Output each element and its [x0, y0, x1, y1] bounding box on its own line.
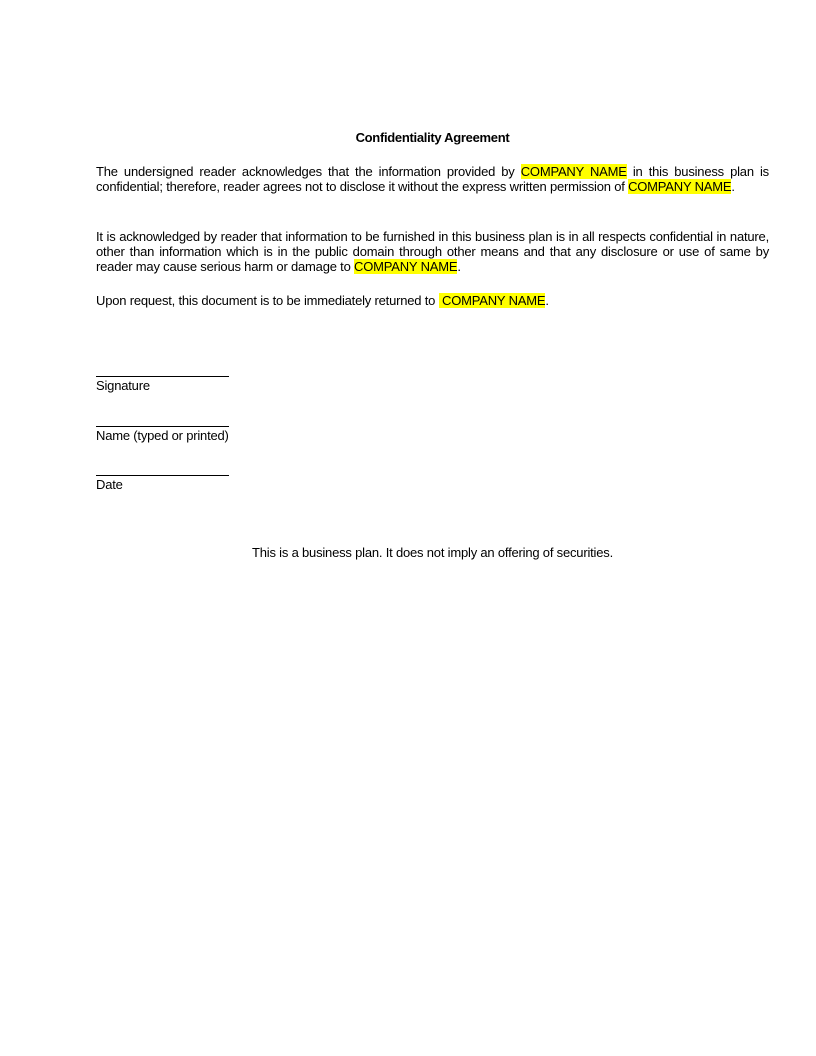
signature-label: Signature	[96, 378, 150, 393]
paragraph-text: .	[457, 259, 461, 274]
signature-field	[96, 376, 236, 393]
paragraph-text: in this business plan is confidential; therefore, reader agrees not to disclose it without the express written permission of	[96, 164, 769, 194]
paragraph-return	[96, 293, 769, 308]
company-name-highlight: COMPANY NAME	[520, 164, 627, 179]
disclaimer-footer: This is a business plan. It does not imply an offering of securities.	[252, 545, 613, 560]
paragraph-text: .	[731, 179, 735, 194]
document-title: Confidentiality Agreement	[355, 130, 510, 145]
company-name-highlight: COMPANY NAME	[354, 259, 458, 274]
date-label: Date	[96, 477, 123, 492]
signature-line[interactable]	[96, 376, 229, 377]
paragraph-text: It is acknowledged by reader that information to be furnished in this business plan is in all respects confidential in nature, other than information which is in the public domain through other means and that any disclosure or use of same by reader may cause serious harm or damage to	[96, 229, 769, 274]
name-line[interactable]	[96, 426, 229, 427]
company-name-highlight	[439, 293, 549, 308]
paragraph-text: The undersigned reader acknowledges that the information provided by	[96, 164, 521, 179]
date-line[interactable]	[96, 475, 229, 476]
name-label: Name (typed or printed)	[96, 428, 229, 443]
paragraph-text: .	[545, 293, 549, 308]
paragraph-text: Upon request, this document is to be immediately returned to	[96, 293, 439, 308]
company-name-text: COMPANY NAME	[442, 293, 546, 308]
paragraph-acknowledgement	[96, 229, 769, 274]
paragraph-disclosure	[96, 164, 769, 194]
date-field	[96, 475, 236, 492]
company-name-highlight: COMPANY NAME	[628, 179, 732, 194]
name-field	[96, 426, 236, 443]
